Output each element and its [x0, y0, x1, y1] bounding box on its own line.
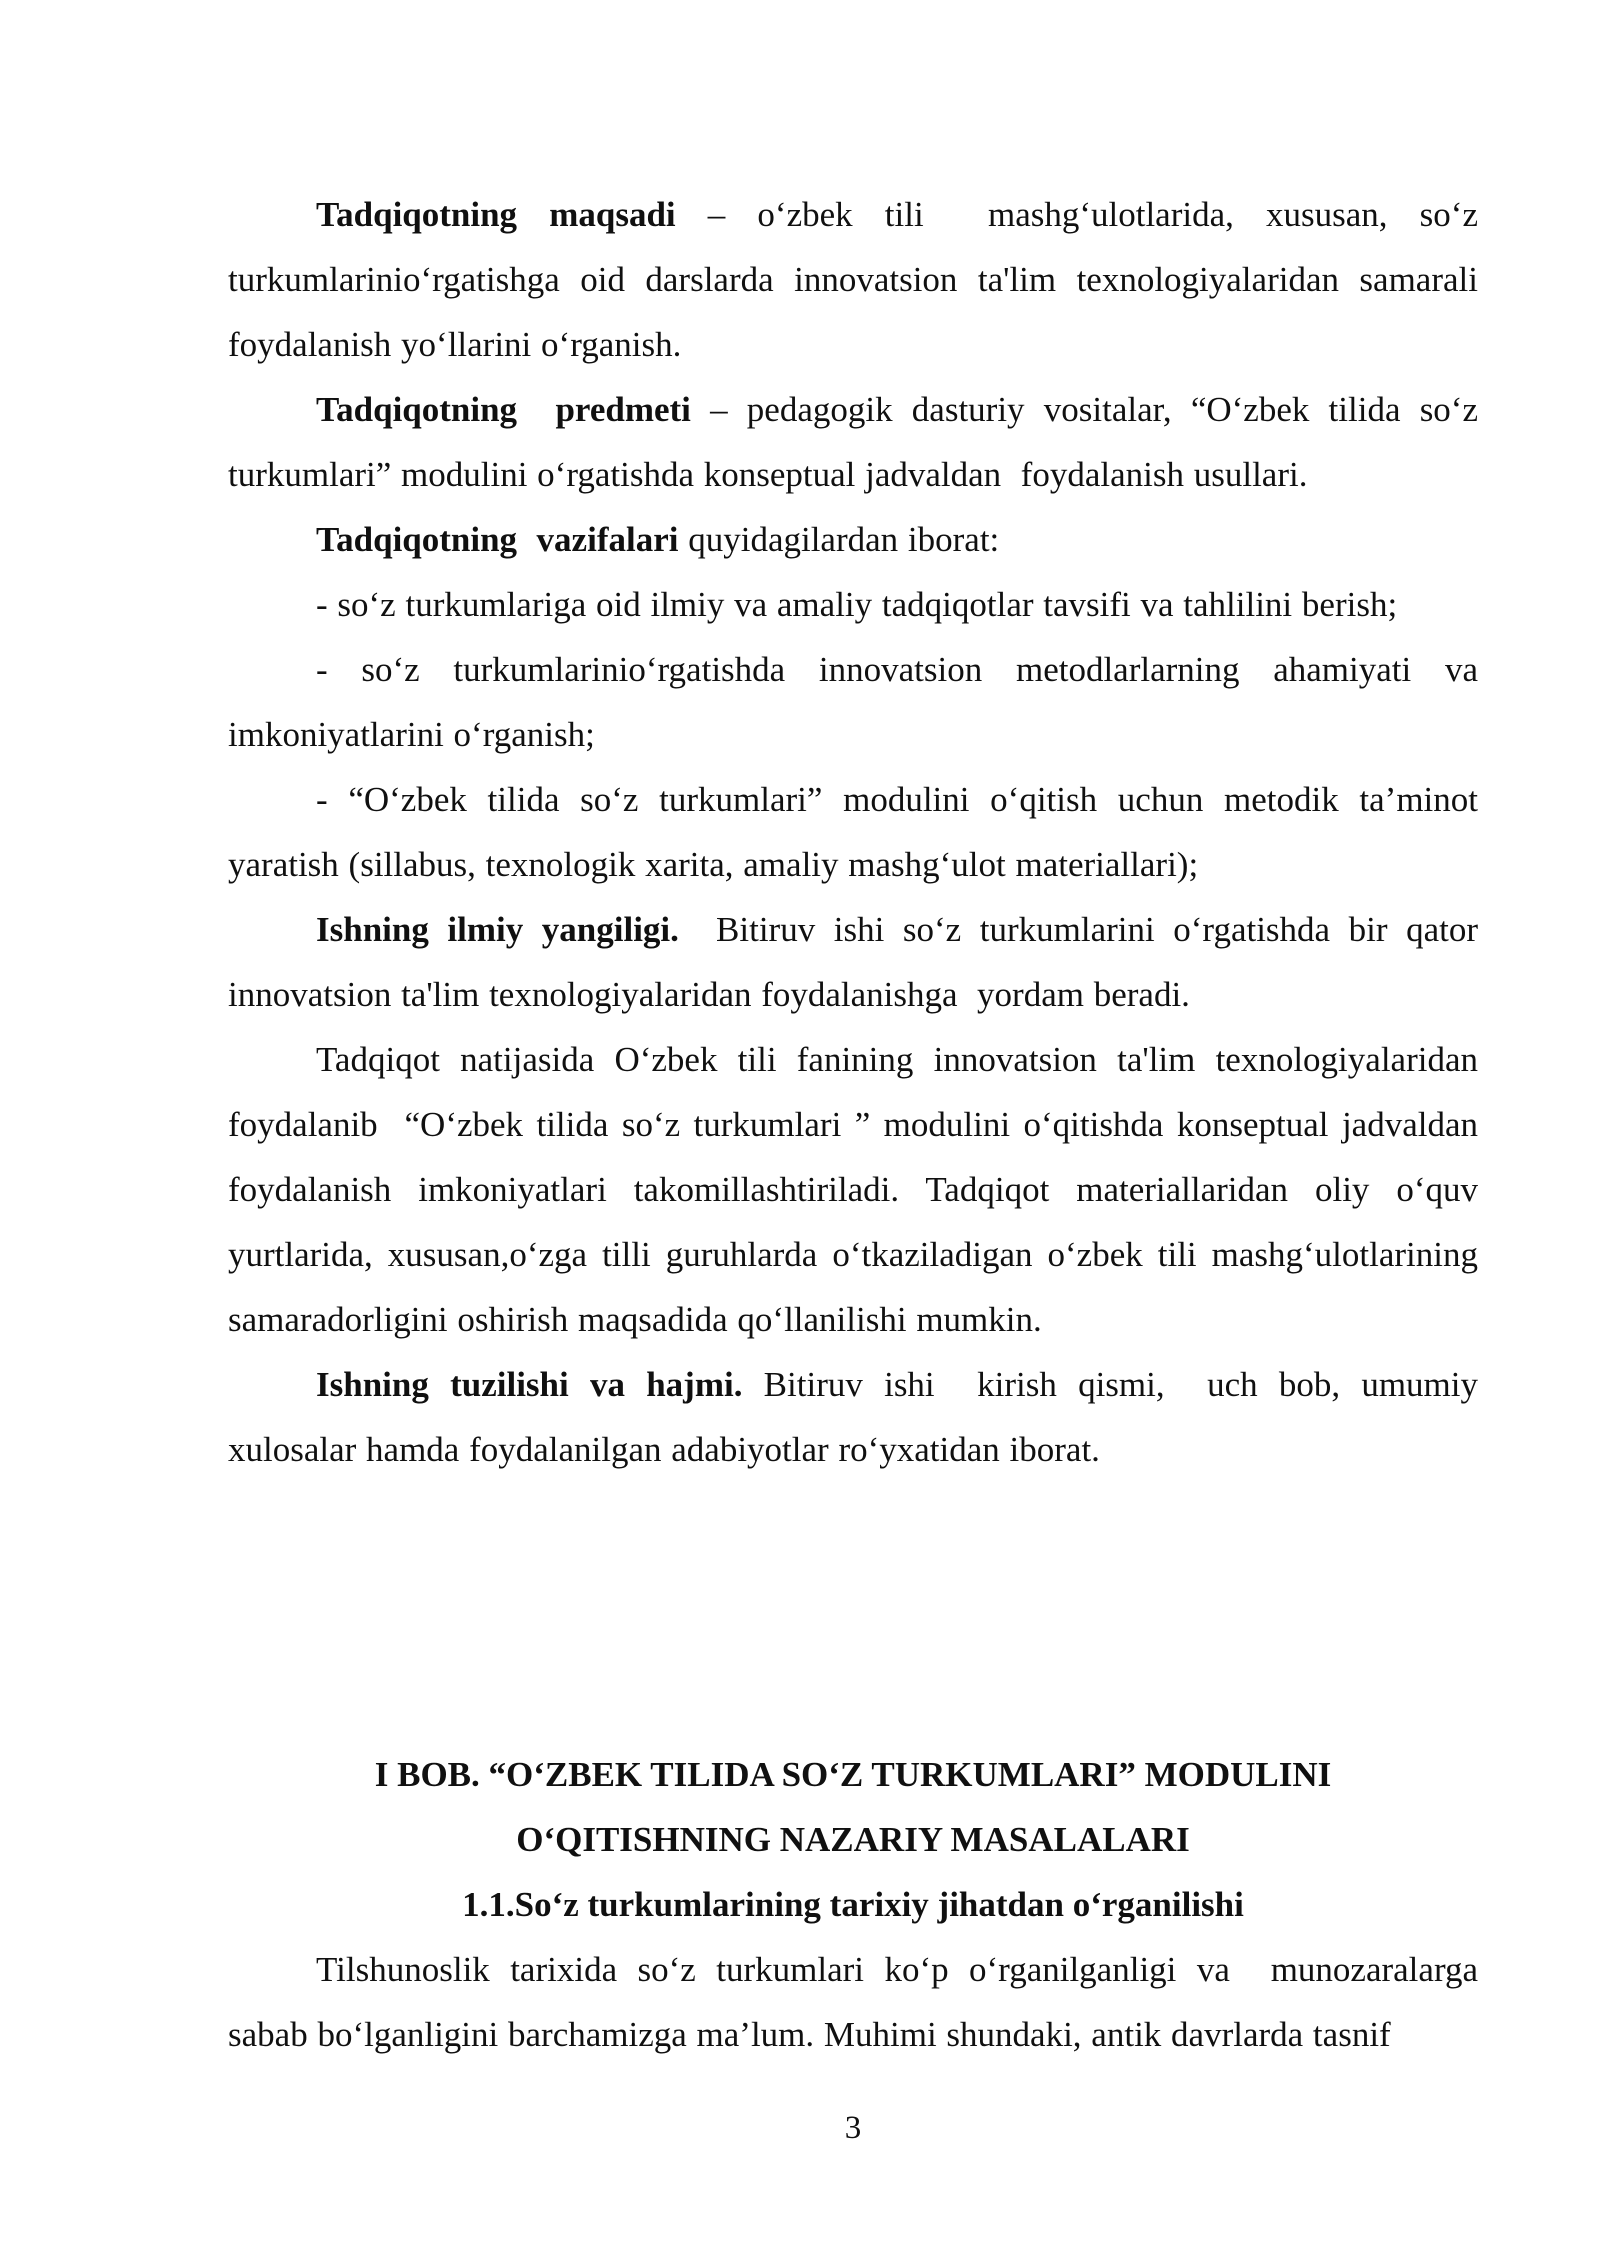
research-subject-text: – pedagogik dasturiy vositalar, “Oʻzbek tilida soʻz turkumlari” modulini oʻrgatishda konseptual jadvaldan foydalanish usullari. — [228, 390, 1488, 494]
intro-section — [228, 182, 1488, 1482]
scientific-novelty-lead: Ishning ilmiy yangiligi. — [316, 910, 679, 949]
chapter-section — [228, 1742, 1488, 2067]
paragraph-work-structure — [228, 1352, 1488, 1482]
paragraph-research-subject — [228, 377, 1488, 507]
paragraph-research-goal — [228, 182, 1488, 377]
research-goal-lead: Tadqiqotning maqsadi — [316, 195, 676, 234]
paragraph-research-result: Tadqiqot natijasida Oʻzbek tili fanining innovatsion ta'lim texnologiyalaridan foydalanib “Oʻzbek tilida soʻz turkumlari ” modulini oʻqitishda konseptual jadvaldan foydalanish imkoniyatlari takomillashtiriladi. Tadqiqot materiallaridan oliy oʻquv yurtlarida, xususan,oʻzga tilli guruhlarda oʻtkaziladigan oʻzbek tili mashgʻulotlarining samaradorligini oshirish maqsadida qoʻllanilishi mumkin. — [228, 1040, 1488, 1339]
paragraph-scientific-novelty — [228, 897, 1488, 1027]
task-list-item-3: - “Oʻzbek tilida soʻz turkumlari” modulini oʻqitish uchun metodik ta’minot yaratish (sillabus, texnologik xarita, amaliy mashgʻulot materiallari); — [228, 780, 1488, 884]
scientific-novelty-text: Bitiruv ishi soʻz turkumlarini oʻrgatishda bir qator innovatsion ta'lim texnologiyalaridan foydalanishga yordam beradi. — [228, 910, 1488, 1014]
chapter-title-line-2: OʻQITISHNING NAZARIY MASALALARI — [516, 1820, 1190, 1859]
work-structure-text: Bitiruv ishi kirish qismi, uch bob, umumiy xulosalar hamda foydalanilgan adabiyotlar roʻyxatidan iborat. — [228, 1365, 1488, 1469]
task-list-item-2: - soʻz turkumlarinioʻrgatishda innovatsion metodlarlarning ahamiyati va imkoniyatlarini oʻrganish; — [228, 650, 1488, 754]
paragraph-research-tasks — [228, 507, 1478, 572]
research-subject-lead: Tadqiqotning predmeti — [316, 390, 691, 429]
research-tasks-text: quyidagilardan iborat: — [678, 520, 1000, 559]
paragraph-chapter-intro: Tilshunoslik tarixida soʻz turkumlari koʻp oʻrganilganligi va munozaralarga sabab boʻlganligini barchamizga ma’lum. Muhimi shundaki, antik davrlarda tasnif — [228, 1950, 1488, 2054]
chapter-title-line-1: I BOB. “OʻZBEK TILIDA SOʻZ TURKUMLARI” MODULINI — [374, 1755, 1332, 1794]
section-title: 1.1.Soʻz turkumlarining tarixiy jihatdan oʻrganilishi — [462, 1885, 1244, 1924]
research-goal-text: – oʻzbek tili mashgʻulotlarida, xususan, soʻz turkumlarinioʻrgatishga oid darslarda innovatsion ta'lim texnologiyalaridan samarali foydalanish yoʻllarini oʻrganish. — [228, 195, 1488, 364]
work-structure-lead: Ishning tuzilishi va hajmi. — [316, 1365, 743, 1404]
research-tasks-lead: Tadqiqotning vazifalari — [316, 520, 679, 559]
task-list-item-1: - soʻz turkumlariga oid ilmiy va amaliy tadqiqotlar tavsifi va tahlilini berish; — [316, 585, 1398, 624]
page-number: 3 — [844, 2110, 862, 2146]
